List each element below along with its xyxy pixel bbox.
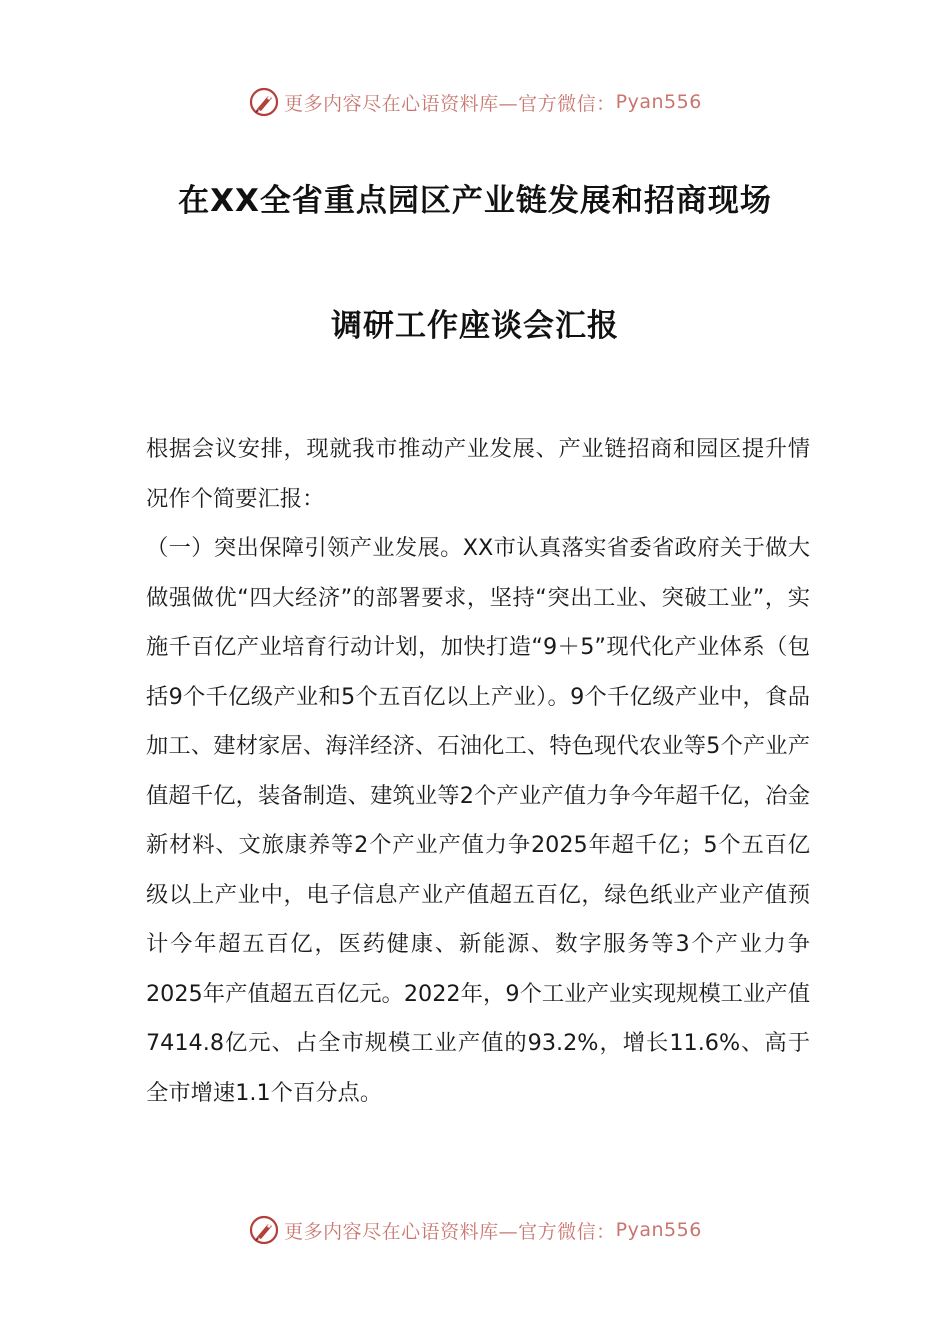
banner-text: 更多内容尽在心语资料库—官方微信： (284, 1220, 616, 1243)
document-body (146, 425, 810, 1118)
banner-wechat-id: Pyan556 (615, 91, 702, 113)
footer-watermark-banner (0, 1212, 950, 1248)
pen-nib-logo-icon (248, 1214, 280, 1246)
body-paragraph-industry: （一）突出保障引领产业发展。XX市认真落实省委省政府关于做大做强做优“四大经济”的部署要求，坚持“突出工业、突破工业”，实施千百亿产业培育行动计划，加快打造“9＋5”现代化产业体系（包括9个千亿级产业和5个五百亿以上产业）。9个千亿级产业中，食品加工、建材家居、海洋经济、石油化工、特色现代农业等5个产业产值超千亿，装备制造、建筑业等2个产业产值力争今年超千亿，冶金新材料、文旅康养等2个产业产值力争2025年超千亿；5个五百亿级以上产业中，电子信息产业产值超五百亿，绿色纸业产业产值预计今年超五百亿，医药健康、新能源、数字服务等3个产业力争2025年产值超五百亿元。2022年，9个工业产业实现规模工业产值7414.8亿元、占全市规模工业产值的93.2%，增长11.6%、高于全市增速1.1个百分点。 (146, 535, 810, 1106)
banner-wechat-id: Pyan556 (615, 1219, 702, 1241)
banner-text: 更多内容尽在心语资料库—官方微信： (284, 92, 616, 115)
pen-nib-logo-icon (248, 86, 280, 118)
document-title-line-1: 在XX全省重点园区产业链发展和招商现场 (178, 183, 772, 219)
document-title-line-2: 调研工作座谈会汇报 (331, 308, 619, 344)
body-paragraph-intro: 根据会议安排，现就我市推动产业发展、产业链招商和园区提升情况作个简要汇报： (146, 436, 810, 512)
header-watermark-banner (0, 84, 950, 120)
